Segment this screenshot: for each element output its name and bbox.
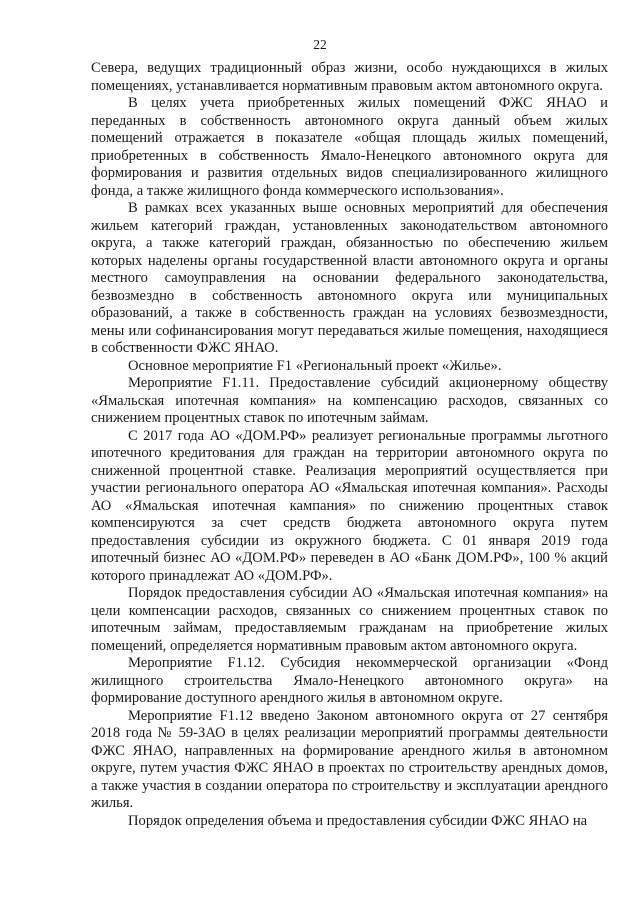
paragraph: Мероприятие F1.12 введено Законом автономного округа от 27 сентября 2018 года № 59-ЗАО в целях реализации мероприятий программы деятельности ФЖС ЯНАО, направленных на формирование арендного жилья в автономном округе, путем участия ФЖС ЯНАО в проектах по строительству арендных домов, а также участия в создании оператора по строительству и эксплуатации арендного жилья. [91, 707, 608, 811]
paragraph: В рамках всех указанных выше основных мероприятий для обеспечения жильем категорий граждан, установленных законодательством автономного округа, а также категорий граждан, обязанностью по обеспечению жильем которых наделены органы государственной власти автономного округа и органы местного самоуправления на основании федерального законодательства, безвозмездно в собственность автономного округа или муниципальных образований, а также в собственность граждан на условиях безвозмездности, мены или софинансирования могут передаваться жилые помещения, находящиеся в собственности ФЖС ЯНАО. [91, 200, 608, 356]
paragraph: Порядок определения объема и предоставления субсидии ФЖС ЯНАО на [128, 812, 588, 829]
paragraph: Мероприятие F1.12. Субсидия некоммерческой организации «Фонд жилищного строительства Ямало-Ненецкого автономного округа» на формирование доступного арендного жилья в автономном округе. [91, 655, 608, 706]
paragraph: Мероприятие F1.11. Предоставление субсидий акционерному обществу «Ямальская ипотечная компания» на компенсацию расходов, связанных со снижением процентных ставок по ипотечным займам. [91, 375, 608, 426]
paragraph-continuation: Севера, ведущих традиционный образ жизни, особо нуждающихся в жилых помещениях, устанавливается нормативным правовым актом автономного округа. [91, 60, 608, 94]
paragraph: В целях учета приобретенных жилых помещений ФЖС ЯНАО и переданных в собственность автономного округа данный объем жилых помещений отражается в показателе «общая площадь жилых помещений, приобретенных в собственность Ямало-Ненецкого автономного округа для формирования и развития отдельных видов специализированного жилищного фонда, а также жилищного фонда коммерческого использования». [91, 95, 608, 199]
page-number: 22 [313, 37, 327, 52]
paragraph: С 2017 года АО «ДОМ.РФ» реализует региональные программы льготного ипотечного кредитования для граждан на территории автономного округа по сниженной процентной ставке. Реализация мероприятий осуществляется при участии регионального оператора АО «Ямальская ипотечная компания». Расходы АО «Ямальская ипотечная кампания» по снижению процентных ставок компенсируются за счет средств бюджета автономного округа путем предоставления субсидии из окружного бюджета. С 01 января 2019 года ипотечный бизнес АО «ДОМ.РФ» переведен в АО «Банк ДОМ.РФ», 100 % акций которого принадлежат АО «ДОМ.РФ». [91, 427, 608, 584]
paragraph: Порядок предоставления субсидии АО «Ямальская ипотечная компания» на цели компенсации расходов, связанных со снижением процентных ставок по ипотечным займам, предоставляемым гражданам на приобретение жилых помещений, определяется нормативным правовым актом автономного округа. [91, 585, 608, 654]
paragraph-heading: Основное мероприятие F1 «Региональный проект «Жилье». [128, 357, 502, 374]
document-body [91, 60, 608, 830]
